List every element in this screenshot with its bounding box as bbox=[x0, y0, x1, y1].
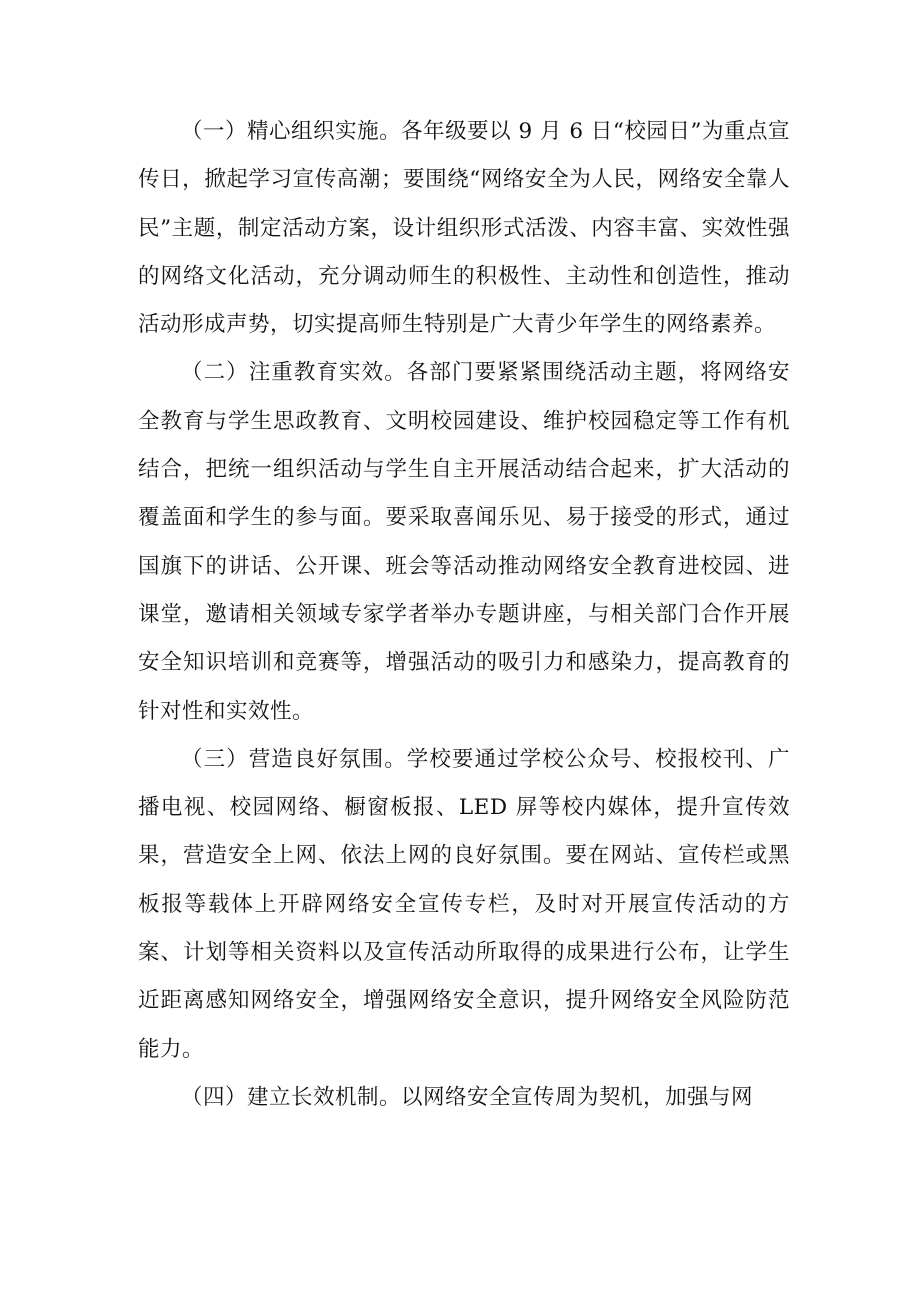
paragraph-long-term-mechanism: （四）建立长效机制。以网络安全宣传周为契机，加强与网 bbox=[181, 1084, 754, 1110]
paragraph-education-effectiveness: （二）注重教育实效。各部门要紧紧围绕活动主题，将网络安全教育与学生思政教育、文明校园建设、维护校园稳定等工作有机结合，把统一组织活动与学生自主开展活动结合起来，扩大活动的覆盖面和学生的参与面。要采取喜闻乐见、易于接受的形式，通过国旗下的讲话、公开课、班会等活动推动网络安全教育进校园、进课堂，邀请相关领域专家学者举办专题讲座，与相关部门合作开展安全知识培训和竞赛等，增强活动的吸引力和感染力，提高教育的针对性和实效性。 bbox=[138, 360, 790, 724]
paragraph-organize-implementation: （一）精心组织实施。各年级要以 9 月 6 日“校园日”为重点宣传日，掀起学习宣传高潮；要围绕“网络安全为人民，网络安全靠人民”主题，制定活动方案，设计组织形式活泼、内容丰富、实效性强的网络文化活动，充分调动师生的积极性、主动性和创造性，推动活动形成声势，切实提高师生特别是广大青少年学生的网络素养。 bbox=[138, 119, 790, 338]
document-body bbox=[138, 108, 790, 1122]
paragraph-good-atmosphere: （三）营造良好氛围。学校要通过学校公众号、校报校刊、广播电视、校园网络、橱窗板报、LED 屏等校内媒体，提升宣传效果，营造安全上网、依法上网的良好氛围。要在网站、宣传栏或黑板报等载体上开辟网络安全宣传专栏，及时对开展宣传活动的方案、计划等相关资料以及宣传活动所取得的成果进行公布，让学生近距离感知网络安全，增强网络安全意识，提升网络安全风险防范能力。 bbox=[138, 746, 790, 1062]
